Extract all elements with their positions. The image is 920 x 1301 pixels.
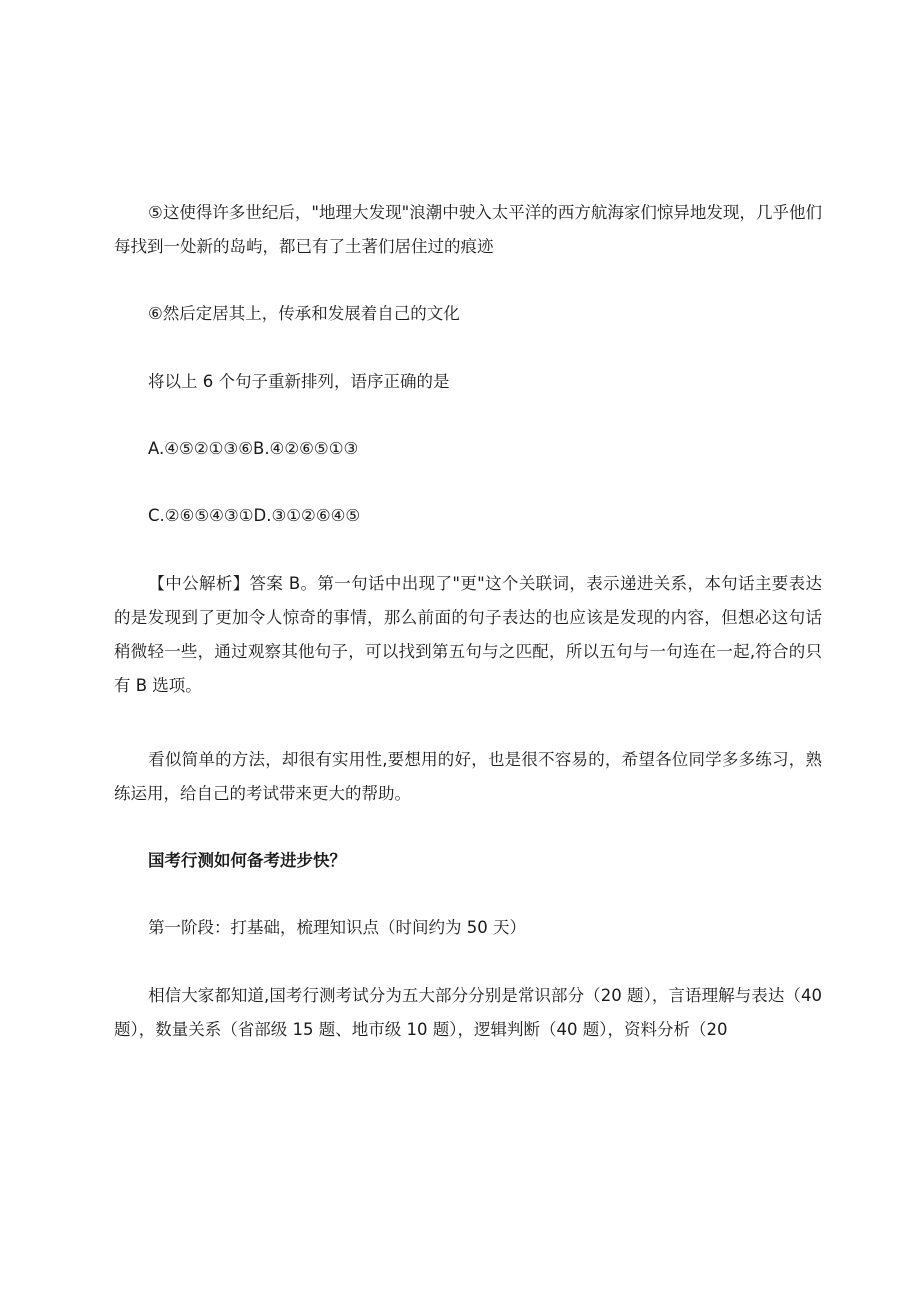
paragraph-text: 看似简单的方法，却很有实用性,要想用的好，也是很不容易的，希望各位同学多多练习，熟练运用，给自己的考试带来更大的帮助。 bbox=[114, 750, 822, 803]
paragraph-text: 将以上 6 个句子重新排列，语序正确的是 bbox=[148, 372, 450, 391]
paragraph-text: 【中公解析】答案 B。第一句话中出现了"更"这个关联词，表示递进关系，本句话主要表达的是发现到了更加令人惊奇的事情，那么前面的句子表达的也应该是发现的内容，但想必这句话稍微轻一些，通过观察其他句子，可以找到第五句与之匹配，所以五句与一句连在一起,符合的只有 B 选项。 bbox=[114, 574, 822, 695]
paragraph-text: ⑥然后定居其上，传承和发展着自己的文化 bbox=[148, 304, 460, 323]
heading-text: 国考行测如何备考进步快？ bbox=[148, 851, 346, 870]
paragraph-analysis bbox=[114, 567, 822, 703]
paragraph-text: 第一阶段：打基础，梳理知识点（时间约为 50 天） bbox=[148, 918, 526, 937]
paragraph-stage-1 bbox=[114, 911, 822, 945]
paragraph-sentence-6 bbox=[114, 297, 822, 331]
paragraph-advice bbox=[114, 743, 822, 811]
paragraph-question bbox=[114, 365, 822, 399]
paragraph-sentence-5 bbox=[114, 196, 822, 264]
paragraph-text: C.②⑥⑤④③①D.③①②⑥④⑤ bbox=[148, 506, 361, 525]
paragraph-text: A.④⑤②①③⑥B.④②⑥⑤①③ bbox=[148, 439, 359, 458]
paragraph-intro bbox=[114, 979, 822, 1047]
section-heading bbox=[114, 844, 822, 878]
paragraph-options-cd bbox=[114, 499, 822, 533]
paragraph-options-ab bbox=[114, 432, 822, 466]
paragraph-text: ⑤这使得许多世纪后，"地理大发现"浪潮中驶入太平洋的西方航海家们惊异地发现，几乎他们每找到一处新的岛屿，都已有了土著们居住过的痕迹 bbox=[114, 203, 822, 256]
paragraph-text: 相信大家都知道,国考行测考试分为五大部分分别是常识部分（20 题），言语理解与表达（40 题），数量关系（省部级 15 题、地市级 10 题），逻辑判断（40 题），资料分析（20 bbox=[114, 986, 822, 1039]
